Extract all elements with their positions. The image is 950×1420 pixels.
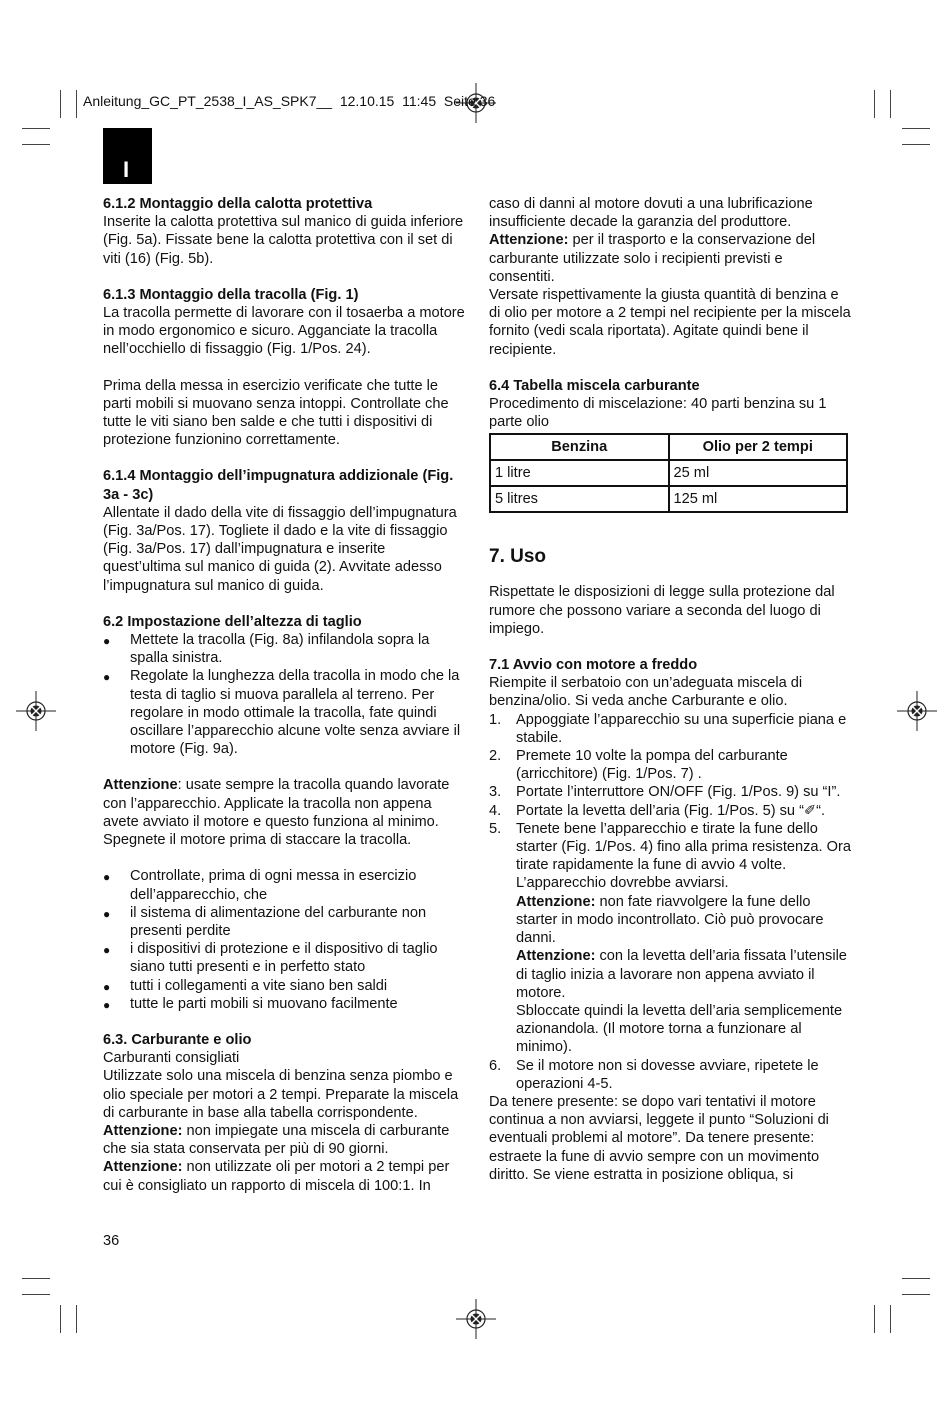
section-title-6-1-3: 6.1.3 Montaggio della tracolla (Fig. 1) xyxy=(103,286,359,303)
registration-mark-icon xyxy=(897,691,937,731)
registration-mark-icon xyxy=(456,1299,496,1339)
section-title-7: 7. Uso xyxy=(489,546,547,568)
section-body: Prima della messa in esercizio verificate che tutte le parti mobili si muovano senza intoppi. Controllate che tutte le viti siano ben salde e che tutti i dispositivi di protezione funzionino correttamente. xyxy=(103,377,449,449)
attention-label: Attenzione: xyxy=(516,893,596,910)
attention-label: Attenzione: xyxy=(516,948,596,965)
table-row xyxy=(490,486,847,512)
list-item: ● Controllate, prima di ogni messa in esercizio dell’apparecchio, che xyxy=(103,867,465,903)
file-info-header: Anleitung_GC_PT_2538_I_AS_SPK7__ 12.10.15 11:45 Seite 36 xyxy=(83,93,496,109)
list-item xyxy=(489,802,851,820)
list-item: ● i dispositivi di protezione e il dispositivo di taglio siano tutti presenti e in perfetto stato xyxy=(103,940,465,976)
section-title-6-2: 6.2 Impostazione dell’altezza di taglio xyxy=(103,613,362,630)
language-tab xyxy=(103,128,152,184)
list-item xyxy=(489,711,851,747)
section-body: Utilizzate solo una miscela di benzina senza piombo e olio speciale per motori a 2 tempi. Preparate la miscela di carburante in base alla tabella corrispondente. xyxy=(103,1068,459,1121)
list-item: ● Regolate la lunghezza della tracolla in modo che la testa di taglio si muova parallela al terreno. Per regolare in modo ottimale la tracolla, fate quindi oscillare l’apparecchio alcune volte senza avviare il motore (Fig. 9a). xyxy=(103,667,465,758)
fuel-mixture-table xyxy=(489,433,848,513)
list-text: Portate la levetta dell’aria (Fig. 1/Pos. 5) su “✐“. xyxy=(516,802,826,819)
numbered-list xyxy=(489,1057,851,1093)
list-number: 3. xyxy=(489,784,502,801)
attention-note xyxy=(489,893,851,948)
section-title-7-1: 7.1 Avvio con motore a freddo xyxy=(489,657,698,674)
list-item xyxy=(489,783,851,801)
table-header-cell: Benzina xyxy=(490,434,669,460)
step-note: Sbloccate quindi la levetta dell’aria semplicemente azionandola. (Il motore torna a funzionare al minimo). xyxy=(516,1002,843,1056)
left-column xyxy=(103,195,465,1195)
section-subtitle: Carburanti consigliati xyxy=(103,1050,240,1067)
list-number: 5. xyxy=(489,820,502,837)
attention-text: con la levetta dell’aria fissata l’utensile di taglio inizia a lavorare non appena avviato il motore. xyxy=(516,948,847,1001)
page-number: 36 xyxy=(103,1233,120,1249)
list-text: Premete 10 volte la pompa del carburante (arricchitore) (Fig. 1/Pos. 7) . xyxy=(516,748,788,783)
table-header-row xyxy=(490,434,847,460)
section-title-6-4: 6.4 Tabella miscela carburante xyxy=(489,377,700,394)
bullet-list xyxy=(103,867,465,1013)
attention-note xyxy=(103,776,465,849)
attention-label: Attenzione: xyxy=(103,1122,183,1139)
section-body: Allentate il dado della vite di fissaggio dell’impugnatura (Fig. 3a/Pos. 17). Togliete il dado e la vite di fissaggio (Fig. 3a/Pos. 17) dall’impugnatura e inserite quest’ultima sul manico di guida (2). Avvitate adesso l’impugnatura sul manico di guida. xyxy=(103,504,457,594)
section-body: Rispettate le disposizioni di legge sulla protezione dal rumore che possono variare a seconda del luogo di impiego. xyxy=(489,584,835,637)
bullet-list xyxy=(103,631,465,758)
attention-note xyxy=(489,947,851,1002)
list-text: Tenete bene l’apparecchio e tirate la fune dello starter (Fig. 1/Pos. 4) fino alla prima resistenza. Ora tirate rapidamente la fune di avvio 4 volte. L’apparecchio dovrebbe avviarsi. xyxy=(516,820,851,892)
attention-label: Attenzione: xyxy=(103,1159,183,1176)
section-body: Da tenere presente: se dopo vari tentativi il motore continua a non avviarsi, leggete il punto “Soluzioni di eventuali problemi al motore”. Da tenere presente: estraete la fune di avvio sempre con un movimento diritto. Se viene estratta in posizione obliqua, si xyxy=(489,1093,829,1183)
table-cell: 125 ml xyxy=(669,486,848,512)
table-cell: 25 ml xyxy=(669,460,848,486)
list-item: ● Mettete la tracolla (Fig. 8a) infilandola sopra la spalla sinistra. xyxy=(103,631,465,667)
list-item: ● tutte le parti mobili si muovano facilmente xyxy=(103,995,465,1013)
list-item xyxy=(489,820,851,893)
section-body: Procedimento di miscelazione: 40 parti benzina su 1 parte olio xyxy=(489,396,827,431)
attention-label: Attenzione xyxy=(103,777,178,794)
language-tab-label: I xyxy=(123,157,130,182)
list-text: Se il motore non si dovesse avviare, ripetete le operazioni 4-5. xyxy=(516,1057,819,1092)
attention-note xyxy=(489,231,851,286)
section-title-6-1-4: 6.1.4 Montaggio dell’impugnatura addizionale (Fig. 3a - 3c) xyxy=(103,468,454,503)
numbered-list xyxy=(489,711,851,893)
right-column xyxy=(489,195,851,1184)
section-body: Riempite il serbatoio con un’adeguata miscela di benzina/olio. Si veda anche Carburante e olio. xyxy=(489,675,803,710)
list-item: ● il sistema di alimentazione del carburante non presenti perdite xyxy=(103,904,465,940)
section-body: Inserite la calotta protettiva sul manico di guida inferiore (Fig. 5a). Fissate bene la calotta protettiva con il set di viti (16) (Fig. 5b). xyxy=(103,214,464,267)
list-item xyxy=(489,1057,851,1093)
list-text: Appoggiate l’apparecchio su una superficie piana e stabile. xyxy=(516,711,847,746)
section-body: caso di danni al motore dovuti a una lubrificazione insufficiente decade la garanzia del produttore. xyxy=(489,196,813,231)
list-item: ● tutti i collegamenti a vite siano ben saldi xyxy=(103,977,465,995)
section-title-6-1-2: 6.1.2 Montaggio della calotta protettiva xyxy=(103,196,373,212)
registration-mark-icon xyxy=(16,691,56,731)
attention-text: non impiegate una miscela di carburante che sia stata conservata per più di 90 giorni. xyxy=(103,1122,450,1158)
attention-text: per il trasporto e la conservazione del carburante utilizzate solo i recipienti previsti e consentiti. xyxy=(489,232,816,285)
list-number: 4. xyxy=(489,802,502,819)
section-title-6-3: 6.3. Carburante e olio xyxy=(103,1031,252,1048)
attention-text: : usate sempre la tracolla quando lavorate con l’apparecchio. Applicate la tracolla non appena avete avviato il motore e questo funziona al minimo. Spegnete il motore prima di staccare la tracolla. xyxy=(103,777,450,849)
list-number: 2. xyxy=(489,748,502,765)
section-body: La tracolla permette di lavorare con il tosaerba a motore in modo ergonomico e sicuro. Agganciate la tracolla nell’occhiello di fissaggio (Fig. 1/Pos. 24). xyxy=(103,305,465,358)
table-row xyxy=(490,460,847,486)
list-text: Portate l’interruttore ON/OFF (Fig. 1/Pos. 9) su “I”. xyxy=(516,784,841,801)
table-cell: 5 litres xyxy=(490,486,669,512)
attention-note xyxy=(103,1122,465,1158)
attention-label: Attenzione: xyxy=(489,232,569,249)
table-cell: 1 litre xyxy=(490,460,669,486)
table-header-cell: Olio per 2 tempi xyxy=(669,434,848,460)
list-item xyxy=(489,747,851,783)
attention-text: non fate riavvolgere la fune dello starter in modo incontrollato. Ciò può provocare danni. xyxy=(516,893,824,947)
list-number: 6. xyxy=(489,1057,502,1074)
attention-note xyxy=(103,1158,465,1194)
section-body: Versate rispettivamente la giusta quantità di benzina e di olio per motore a 2 tempi nel recipiente per la miscela fornito (vedi scala riportata). Agitate quindi bene il recipiente. xyxy=(489,287,851,358)
attention-text: non utilizzate oli per motori a 2 tempi per cui è consigliato un rapporto di miscela di 100:1. In xyxy=(103,1159,450,1194)
list-number: 1. xyxy=(489,711,502,728)
